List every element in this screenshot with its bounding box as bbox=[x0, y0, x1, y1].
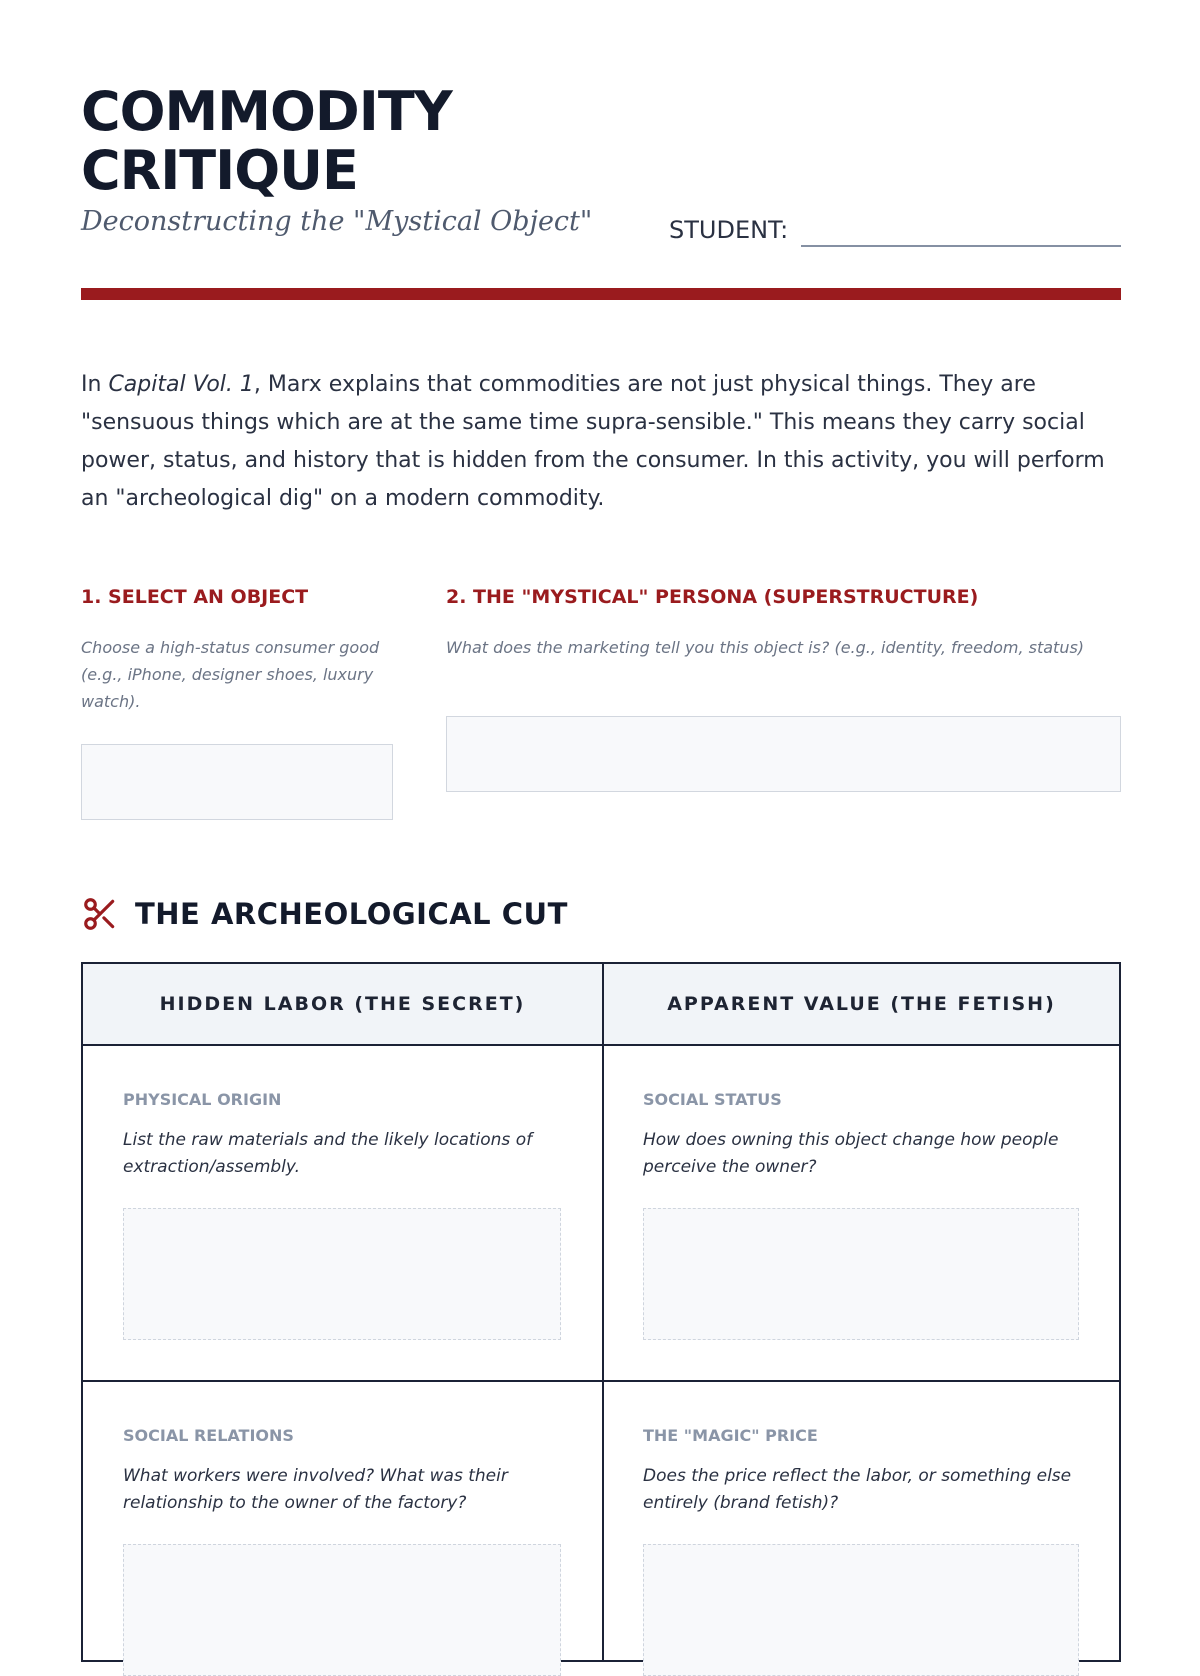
intro-body: , Marx explains that commodities are not just physical things. They are "sensuous things which are at the same time supra-sensible." This means they carry social power, status, and history that is hidden from the consumer. In this activity, you will perform an "archeological dig" on a modern commodity. bbox=[81, 372, 1105, 511]
title-line-1: COMMODITY bbox=[81, 80, 452, 143]
cell-hint-magic-price: Does the price reflect the labor, or something else entirely (brand fetish)? bbox=[643, 1466, 1072, 1513]
section-title: THE ARCHEOLOGICAL CUT bbox=[135, 897, 568, 931]
column-divider bbox=[602, 964, 604, 1660]
magic-price-answer-box[interactable] bbox=[643, 1544, 1079, 1676]
cell-label-magic-price: THE "MAGIC" PRICE bbox=[643, 1426, 818, 1445]
mystical-persona-field bbox=[446, 586, 1086, 661]
title-line-2: CRITIQUE bbox=[81, 139, 358, 202]
archeological-cut-table bbox=[81, 962, 1121, 1662]
page-subtitle: Deconstructing the "Mystical Object" bbox=[81, 206, 593, 237]
column-header-hidden-labor: HIDDEN LABOR (THE SECRET) bbox=[83, 964, 602, 1046]
section-heading bbox=[81, 894, 568, 934]
cell-hint-social-relations: What workers were involved? What was their relationship to the owner of the factory? bbox=[123, 1466, 508, 1513]
select-object-hint: Choose a high-status consumer good (e.g., iPhone, designer shoes, luxury watch). bbox=[81, 638, 380, 711]
cell-hint-physical-origin: List the raw materials and the likely locations of extraction/assembly. bbox=[123, 1130, 533, 1177]
mystical-persona-title: 2. THE "MYSTICAL" PERSONA (SUPERSTRUCTURE) bbox=[446, 586, 979, 608]
student-name-input[interactable] bbox=[801, 221, 1121, 247]
cell-magic-price bbox=[643, 1426, 1083, 1517]
intro-paragraph bbox=[81, 366, 1121, 518]
mystical-persona-hint: What does the marketing tell you this object is? (e.g., identity, freedom, status) bbox=[446, 638, 1085, 657]
intro-book-title: Capital Vol. 1 bbox=[108, 372, 254, 397]
select-object-answer-box[interactable] bbox=[81, 744, 393, 820]
select-object-title: 1. SELECT AN OBJECT bbox=[81, 586, 309, 608]
cell-social-status bbox=[643, 1090, 1083, 1181]
cell-hint-social-status: How does owning this object change how people perceive the owner? bbox=[643, 1130, 1059, 1177]
intro-prefix: In bbox=[81, 372, 109, 397]
scissors-icon bbox=[81, 895, 119, 933]
select-object-field bbox=[81, 586, 391, 715]
cell-social-relations bbox=[123, 1426, 563, 1517]
physical-origin-answer-box[interactable] bbox=[123, 1208, 561, 1340]
cell-label-physical-origin: PHYSICAL ORIGIN bbox=[123, 1090, 282, 1109]
column-header-apparent-value: APPARENT VALUE (THE FETISH) bbox=[604, 964, 1119, 1046]
row-divider bbox=[83, 1380, 1119, 1382]
cell-label-social-relations: SOCIAL RELATIONS bbox=[123, 1426, 294, 1445]
student-label: STUDENT: bbox=[669, 216, 789, 244]
mystical-persona-answer-box[interactable] bbox=[446, 716, 1121, 792]
cell-label-social-status: SOCIAL STATUS bbox=[643, 1090, 782, 1109]
header-divider bbox=[81, 288, 1121, 300]
page-title bbox=[81, 82, 452, 200]
cell-physical-origin bbox=[123, 1090, 563, 1181]
social-relations-answer-box[interactable] bbox=[123, 1544, 561, 1676]
social-status-answer-box[interactable] bbox=[643, 1208, 1079, 1340]
